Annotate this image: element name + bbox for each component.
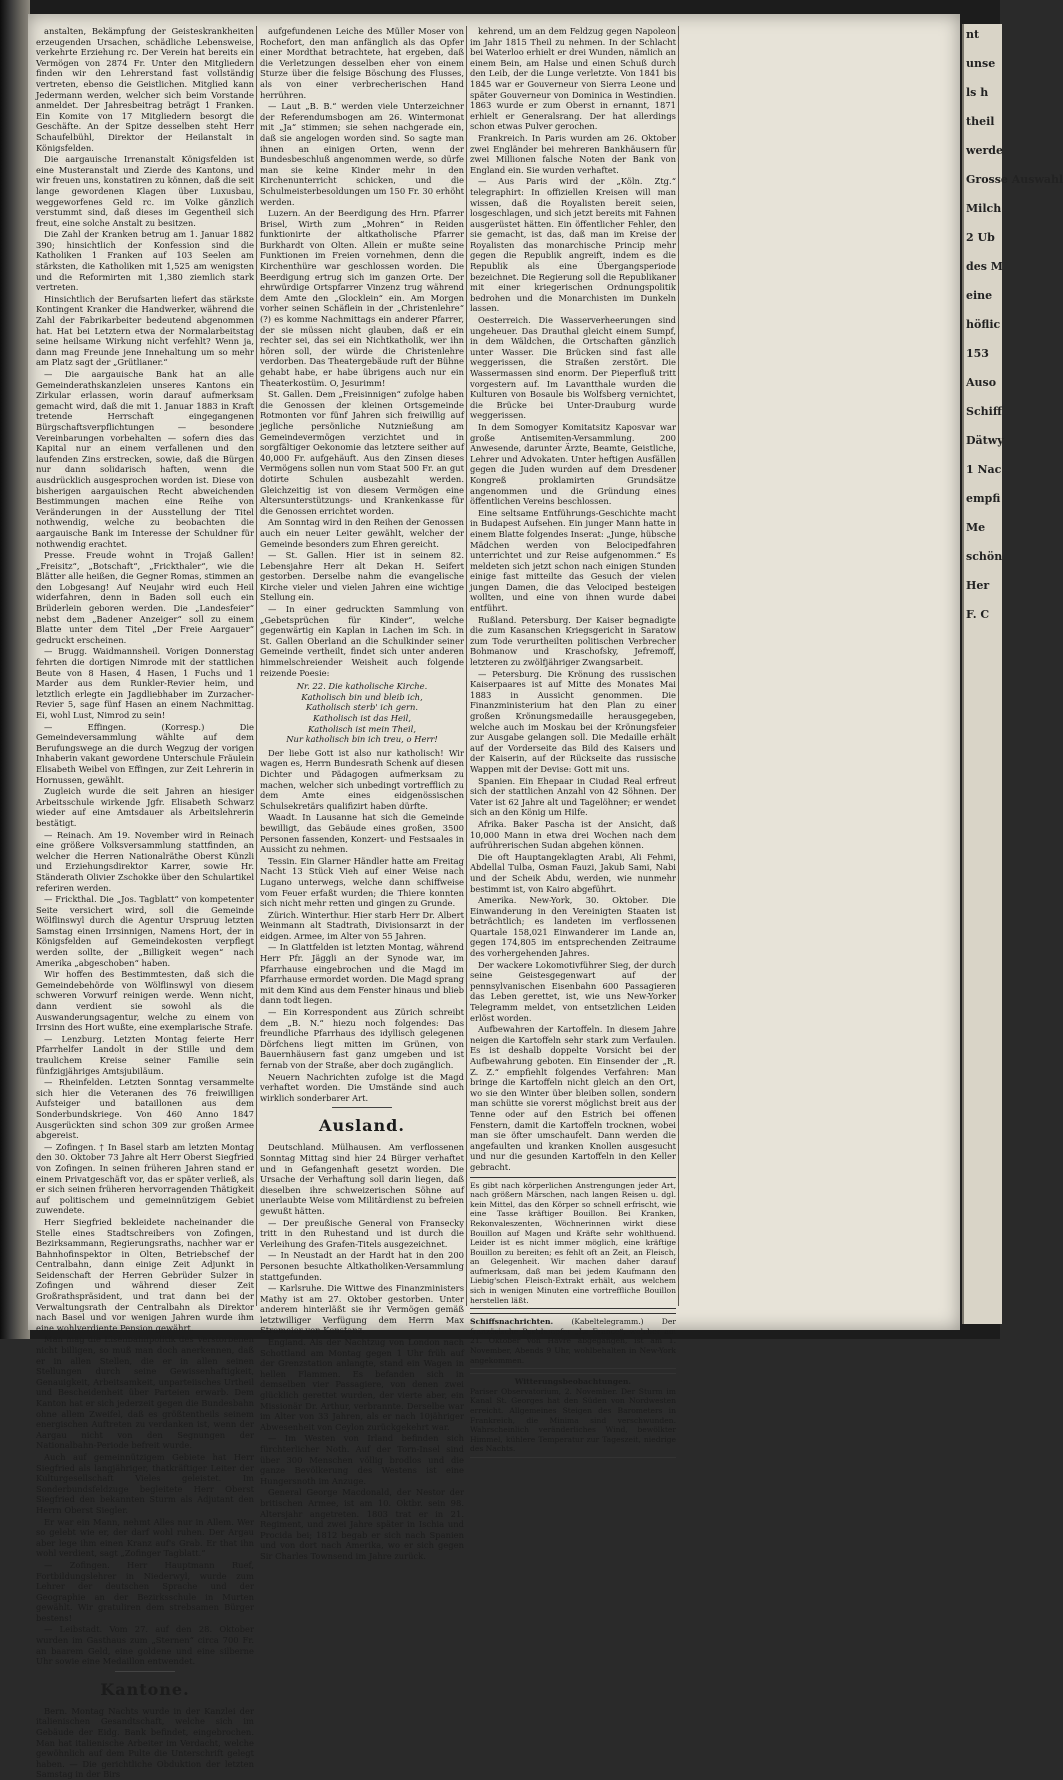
- notice-text: Es gibt nach körperlichen Anstrengungen jeder Art, nach größern Märschen, nach langen Reisen u. dgl. kein Mittel, das den Körper so schnell erfrischt, wie eine Tasse kräftiger Bouillon. Bei Kranken, Rekonvaleszenten, Wöchnerinnen wirkt diese Bouillon auf Magen und Kräfte sehr wohlthuend. Leider ist es nicht immer möglich, eine kräftige Bouillon zu bereiten; es fehlt oft an Zeit, an Fleisch, an Gelegenheit. Wir machen daher darauf aufmerksam, daß man bei jedem Kaufmann den Liebig'schen Fleisch-Extrakt erhält, aus welchem sich in wenigen Minuten eine vortreffliche Bouillon herstellen läßt.: [470, 1180, 676, 1305]
- article-paragraph: Man mag die Eisenbahnpolitik des Verstorbenen nicht billigen, so muß man doch anerkennen, daß er in allen Stellen, die er in allen seinen Stellungen durch seine Gewissenhaftigkeit, Genauigkeit, Arbeitsamkeit, unparteiisches Urtheil und Bescheidenheit über Parteien erwarb. Dem Kanton hat er sich jederzeit gegen die Bundesbahn ohne allem Zweifel, daß es größtentheils seinem energischen Auftreten zu verdanken ist, wenn der Aargau nicht von den Segnungen der Nationalbahn-Periode befreit wurde.: [36, 1334, 254, 1451]
- article-paragraph: — Der preußische General von Fransecky tritt in den Ruhestand und ist durch die Verleihung des Grafen-Titels ausgezeichnet.: [260, 1217, 464, 1249]
- article-paragraph: Frankreich. In Paris wurden am 26. Oktober zwei Engländer bei mehreren Bankhäusern für zwei Millionen falsche Noten der Bank von England ein. Sie wurden verhaftet.: [470, 132, 676, 175]
- facing-page-fragment: schön: [966, 550, 1003, 563]
- article-paragraph: Presse. Freude wohnt in Trojaß Gallen! „Freisitz“, „Botschaft“, „Frickthaler“, wie die Blätter alle heißen, die Gegner Romas, stimmen an den Lobgesang! Auf Neujahr wird euch Heil widerfahren, denn in Baden soll euch ein Brüderlein geboren werden. Die „Landesfeier“ nebst dem „Badener Anzeiger“ soll zu einem Blatte unter dem Titel „Der Freie Aargauer“ gedruckt erscheinen.: [36, 550, 254, 645]
- weather-report-title: Witterungsbeobachtungen.: [514, 1377, 632, 1387]
- facing-page-fragment: Dätwy: [966, 434, 1004, 447]
- article-paragraph: Er war ein Mann, nehmt Alles nur in Allem. Wer so gelebt wie er, der darf wohl ruhen. Der Argau aber lege ihm einen Kranz auf's Grab. Er that ihn wohl verdient, sagt „Zofinger Tagblatt.“: [36, 1516, 254, 1559]
- article-paragraph: Afrika. Baker Pascha ist der Ansicht, daß 10,000 Mann in etwa drei Wochen nach dem aufrührerischen Sudan abgehen können.: [470, 818, 676, 851]
- section-divider: [115, 1671, 175, 1672]
- facing-page-fragment: 2 Ub: [966, 231, 995, 244]
- article-paragraph: — Ein Korrespondent aus Zürich schreibt dem „B. N.“ hiezu noch folgendes: Das freundliche Pfarrhaus des idyllisch gelegenen Dörfchens liegt mitten im Grünen, von Bauernhäusern fast ganz umgeben und ist fernab von der Straße, aber doch zugänglich.: [260, 1007, 464, 1070]
- article-paragraph: Rußland. Petersburg. Der Kaiser begnadigte die zum Kasanschen Kriegsgericht in Saratow zum Tode verurtheilten politischen Verbrecher Bohmanow und Kraschofsky, Jefremoff, letzteren zu zwölfjähriger Zwangsarbeit.: [470, 614, 676, 668]
- article-paragraph: Die oft Hauptangeklagten Arabi, Ali Fehmi, Abdellal Tulba, Osman Fauzi, Jakub Sami, Nabi und der Scheik Abdu, werden, wie nunmehr bestimmt ist, von Kairo abgeführt.: [470, 851, 676, 894]
- weather-report: [470, 1373, 676, 1458]
- facing-page-fragment: ls h: [966, 86, 989, 99]
- article-paragraph: — Karlsruhe. Die Wittwe des Finanzministers Mathy ist am 27. Oktober gestorben. Unter anderem hinterläßt sie ihr Vermögen gemäß letztwilliger Verfügung dem Herrn Max Stromeier von Konstanz.: [260, 1283, 464, 1336]
- article-paragraph: — Laut „B. B.“ werden viele Unterzeichner der Referendumsbogen am 26. Wintermonat mit „Ja“ stimmen; sie sehen nachgerade ein, daß sie angelogen worden sind. So sagte man ihnen an einigen Orten, wenn der Bundesbeschluß angenommen werde, so dürfe man sie keine Kinder mehr in den Kirchenunterricht schicken, und die Schulmeisterbesoldungen um 150 Fr. 30 erhöht werden.: [260, 101, 464, 207]
- facing-page-edge: [962, 24, 1063, 1324]
- article-paragraph: — Rheinfelden. Letzten Sonntag versammelte sich hier die Veteranen des 76 freiwilligen Aufsteiger und bataillonen aus dem Sonderbundskriege. Von 460 Anno 1847 Ausgerückten sind schon 309 zur großen Armee abgereist.: [36, 1077, 254, 1141]
- poem-line: Katholisch bin und bleib ich,: [301, 691, 423, 702]
- section-heading-ausland: Ausland.: [319, 1116, 405, 1136]
- article-paragraph: Waadt. In Lausanne hat sich die Gemeinde bewilligt, das Gebäude eines großen, 3500 Personen fassenden, Konzert- und Festsaales in Aussicht zu nehmen.: [260, 812, 464, 855]
- article-paragraph: — In Neustadt an der Hardt hat in den 200 Personen besuchte Altkatholiken-Versammlung stattgefunden.: [260, 1250, 464, 1282]
- column-rule: [466, 26, 467, 1306]
- facing-page-fragment: werde: [966, 144, 1003, 157]
- article-paragraph: Herr Siegfried bekleidete nacheinander die Stelle eines Stadtschreibers von Zofingen, Bezirksammann, Regierungsraths, nachher war er Bahnhofinspektor in Olten, Betriebschef der Centralbahn, dann einige Zeit Adjunkt in Seidenschaft der Herren Gebrüder Sulzer in Zofingen und während dieser Zeit Großrathspräsident, und trat dann bei der Verwaltungsrath der Centralbahn als Direktor nach Basel und vor wenigen Jahren wurde ihm eine wohlverdiente Pension gewährt.: [36, 1216, 254, 1333]
- article-paragraph: General George Macdonald, der Nestor der britischen Armee, ist am 10. Oktbr. sein 98. Altersjahr angetreten. 1803 trat er in 21. Regiment, und zwei Jahre später in Ischia und Procida bei; 1812 begab er sich nach Spanien und von dort nach Amerika, wo er sich gegen Sir Charles Townsend im Jahre zurück.: [260, 1487, 464, 1561]
- article-paragraph: — Frickthal. Die „Jos. Tagblatt“ von kompetenter Seite versichert wird, soll die Gemeinde Wölflinswyl durch die Agentur Urspruug letzten Samstag einen Irrsinnigen, Namens Hort, der in Königsfelden auf Gemeindekosten verpflegt werden sollte, der „Billigkeit wegen“ nach Amerika „abgeschoben“ haben.: [36, 894, 254, 968]
- weather-report-text: Pariser Observatorium, 2. November. Der Sturm im Kanal St. Georges hat den Süden von Nordwesten erreicht. Allgemeines Steigen des Barometers in Frankreich, die Minima sind verschwunden. Wahrscheinlich veränderliches Wind, bewölkter Himmel, kühlere Temperatur zur Tageszeit, niedrige des Nachts.: [470, 1386, 676, 1454]
- article-paragraph: Tessin. Ein Glarner Händler hatte am Freitag Nacht 13 Stück Vieh auf einer Weise nach Lugano unterwegs, welche dann schiffweise vom Feuer erfaßt wurden; die Thiere konnten sich nicht mehr retten und gingen zu Grunde.: [260, 855, 464, 909]
- article-paragraph: Der wackere Lokomotivführer Sieg, der durch seine Geistesgegenwart auf der pennsylvanischen Eisenbahn 600 Passagieren das Leben gerettet, ist, wie uns New-Yorker Telegramm meldet, von entsetzlichen Leiden erlöst worden.: [470, 959, 676, 1023]
- facing-page-fragment: Milch: [966, 202, 1002, 215]
- newspaper-page: [28, 14, 960, 1780]
- article-paragraph: — Im Westen von Irland befinden sich fürchterlicher Noth. Auf der Torn-Insel sind über 300 Menschen völlig brodlos und die ganze Bevölkerung des Westens ist eine Hungersnoth im Anzuge.: [260, 1433, 464, 1486]
- article-paragraph: Aufbewahren der Kartoffeln. In diesem Jahre neigen die Kartoffeln sehr stark zum Verfaulen. Es ist deshalb doppelte Vorsicht bei der Aufbewahrung geboten. Ein Einsender der „R. Z. Z.“ empfiehlt folgendes Verfahren: Man bringe die Kartoffeln nicht gleich an den Ort, wo sie den Winter über bleiben sollen, sondern man schütte sie vorerst möglichst breit aus der Tenne oder auf den Estrich bei offenen Fenstern, damit die Kartoffeln trocknen, wobei man sie öfter umschaufelt. Dann werden die angefaulten und kranken Knollen ausgesucht und nur die gesunden Kartoffeln in den Keller gebracht.: [470, 1024, 676, 1172]
- poem-line: Katholisch sterb' ich gern.: [305, 702, 419, 713]
- article-paragraph: aufgefundenen Leiche des Müller Moser von Rochefort, den man anfänglich als das Opfer einer Mordthat betrachtete, hat ergeben, daß die Verletzungen desselben eher von einem Sturze über die felsige Böschung des Flusses, als von einer verbrecherischen Hand herrühren.: [260, 26, 464, 100]
- article-paragraph: Die aargauische Irrenanstalt Königsfelden ist eine Musteranstalt und Zierde des Kantons, und wir freuen uns, konstatiren zu können, daß die seit lange gewordenen Klagen über Luxusbau, weggeworfenes Geld rc. im Volke gänzlich verstummt sind, daß dieses im Gegentheil sich freut, eine solche Anstalt zu besitzen.: [36, 154, 254, 228]
- article-paragraph: anstalten, Bekämpfung der Geisteskrankheiten erzeugenden Ursachen, schädliche Lebensweise, verkehrte Erziehung rc. Der Verein hat bereits ein Vermögen von 2874 Fr. Unter den Mitgliedern finden wir den Lehrerstand fast vollständig vertreten, ebenso die Geistlichen. Mitglied kann Jedermann werden, welcher sich beim Vorstande anmeldet. Der Jahresbeitrag beträgt 1 Franken. Ein Komite von 17 Mitgliedern besorgt die Geschäfte. An der Spitze desselben steht Herr Schaufelbühl, Direktor der Heilanstalt in Königsfelden.: [36, 26, 254, 153]
- article-paragraph: Die Zahl der Kranken betrug am 1. Januar 1882 390; hinsichtlich der Konfession sind die Katholiken 1 Franken auf 103 Seelen am stärksten, die Katholiken mit 1,525 am wenigsten und die Reformirten mit 1,380 ziemlich stark vertreten.: [36, 229, 254, 293]
- facing-page-fragment: des M: [966, 260, 1003, 273]
- article-paragraph: — St. Gallen. Hier ist in seinem 82. Lebensjahre Herr alt Dekan H. Seifert gestorben. Derselbe nahm die evangelische Kirche vieler und vielen Jahren eine wichtige Stellung ein.: [260, 550, 464, 603]
- article-paragraph: — Reinach. Am 19. November wird in Reinach eine größere Volksversammlung stattfinden, an welcher die Herren Nationalräthe Oberst Künzli und Erziehungsdirektor Karrer, sowie Hr. Ständerath Olivier Zschokke über den Schulartikel referiren werden.: [36, 829, 254, 893]
- article-paragraph: In dem Somogyer Komitatsitz Kaposvar war große Antisemiten-Versammlung. 200 Anwesende, darunter Ärzte, Beamte, Geistliche, Lehrer und Advokaten. Unter heftigen Ausfällen gegen die Juden wurden auf dem Dresdener Kongreß proklamirten Grundsätze angenommen und die Gründung eines öffentlichen Vereins beschlossen.: [470, 421, 676, 507]
- article-paragraph: — In einer gedruckten Sammlung von „Gebetsprüchen für Kinder“, welche gegenwärtig ein Kaplan in Lachen im Sch. in St. Gallen Oberland an die Schulkinder seiner Gemeinde vertheilt, findet sich unter anderen himmelschreiender Weisheit auch folgende reizende Poesie:: [260, 604, 464, 678]
- poem: [260, 681, 464, 745]
- facing-page-fragment: nt: [966, 28, 980, 41]
- facing-page-fragment: Auso: [966, 376, 997, 389]
- article-paragraph: — Leibstadt. Vom 27. auf den 28. Oktober wurden im Gasthaus zum „Sternen“ circa 700 Fr. an baarem Geld, eine goldene und eine silberne Uhr sowie eine Medaillon entwendet.: [36, 1624, 254, 1667]
- shipping-news-text: (Kabeltelegramm.) Der französische Postdampfer „La France“, welcher am 21. Oktober von Havre abgegangen, ist am 1. November, Abends 9 Uhr, wohlbehalten in New-York angekommen.: [470, 1317, 676, 1365]
- article-paragraph: Oesterreich. Die Wasserverheerungen sind ungeheuer. Das Drauthal gleicht einem Sumpf, in dem Wäldchen, die Ortschaften gänzlich unter Wasser. Die Brücken sind fast alle weggerissen, die Straßen zerstört. Die Wassermassen sind enorm. Der Pieperfluß tritt vorgestern auf. Im Lavantthale wurden die Kulturen von Bosaule bis Wolfsberg vernichtet, die Brücke bei Unter-Drauburg wurde weggerissen.: [470, 315, 676, 421]
- article-paragraph: Eine seltsame Entführungs-Geschichte macht in Budapest Aufsehen. Ein junger Mann hatte in einem Blatte folgendes Inserat: „Junge, hübsche Mädchen werden von Belocipedfahren unterrichtet und zur Reise aufgenommen.“ Es meldeten sich jetzt schon nach einigen Stunden einige fast mitteilte das Gesuch der vielen jungen Damen, die das Velociped besteigen wollten, und eine von ihnen wurde dabei entführt.: [470, 507, 676, 614]
- column-rule: [678, 26, 679, 1306]
- article-paragraph: — Aus Paris wird der „Köln. Ztg.“ telegraphirt: In offiziellen Kreisen will man wissen, daß die Royalisten bereit seien, losgeschlagen, und sich jetzt bereits mit Fahnen ausgerüstet hätten. Ein öffentlicher Fehler, den sie gemacht, ist das, daß man im Kreise der Royalisten das monarchische Princip mehr gegen die Republik angreift, indem es die Republik als eine Übergangsperiode bezeichnet. Die Regierung soll die Republikaner mit einer kriegerischen Ordnungspolitik bedrohen und die Monarchisten im Dunkeln lassen.: [470, 176, 676, 314]
- section-divider: [332, 1107, 392, 1108]
- article-paragraph: Auch auf gemeinnützigem Gebiete hat Herr Siegfried als langjähriger, thatkräftiger Leiter der Kulturgesellschaft Vieles geleistet. Im Sonderbundsfeldzuge begleitete Herr Oberst Siegfried den bekannten Sturm als Adjutant den Herrn Oberst Siegler.: [36, 1451, 254, 1515]
- article-paragraph: Der liebe Gott ist also nur katholisch! Wir wagen es, Herrn Bundesrath Schenk auf diesen Dichter und Pädagogen aufmerksam zu machen, welcher sich unbedingt vortrefflich zu dem Amte eines eidgenössischen Schulsekretärs qualifizirt haben dürfte.: [260, 747, 464, 811]
- facing-page-fragment: Me: [966, 521, 986, 534]
- facing-page-fragment: empfi: [966, 492, 1001, 505]
- facing-page-fragment: unse: [966, 57, 996, 70]
- article-paragraph: Amerika. New-York, 30. Oktober. Die Einwanderung in den Vereinigten Staaten ist beträchtlich; es landeten im verflossenen Quartale 158,021 Einwanderer im Lande an, gegen 174,805 im entsprechenden Zeitraume des vorhergehenden Jahres.: [470, 895, 676, 959]
- poem-title: Nr. 22. Die katholische Kirche.: [296, 681, 428, 692]
- book-gutter: [0, 0, 30, 1339]
- poem-line: Katholisch ist das Heil,: [312, 713, 412, 723]
- article-paragraph: Am Sonntag wird in den Reihen der Genossen auch ein neuer Leiter gewählt, welcher der Gemeinde besonders zum Ehren gereicht.: [260, 517, 464, 549]
- facing-page-fragment: Schiff: [966, 405, 1002, 418]
- article-paragraph: Zugleich wurde die seit Jahren an hiesiger Arbeitsschule wirkende Jgfr. Elisabeth Schwarz wieder auf eine Amtsdauer als Arbeitslehrerin bestätigt.: [36, 786, 254, 828]
- section-heading-kantone: Kantone.: [100, 1679, 190, 1699]
- article-paragraph: — Petersburg. Die Krönung des russischen Kaiserpaares ist auf Mitte des Monates Mai 1883 in Aussicht genommen. Die Finanzministerium hat den Plan zu einer großen Krönungsmedaille herausgegeben, welche auch im Moskau bei der Krönungsfeier zur Ausgabe gelangen soll. Die Medaille erhält auf der Vorderseite das Bild des Kaisers und der Kaiserin, auf der Rückseite das russische Wappen mit der Devise: Gott mit uns.: [470, 668, 676, 774]
- article-paragraph: — Die aargauische Bank hat an alle Gemeinderathskanzleien unseres Kantons ein Zirkular erlassen, worin darauf aufmerksam gemacht wird, daß die mit 1. Januar 1883 in Kraft tretende Herrschaft eingegangenen Bürgschaftsverpflichtungen — besondere Vereinbarungen vorbehalten — sofern dies das Kapital nur an einem verfallenen und den laufenden Zins erstrecken, sowie, daß die Bürgen nur dann solidarisch haften, wenn die ausdrücklich ausgesprochen worden ist. Diese von bisherigen aargauischen Recht abweichenden Bestimmungen machen eine Reihe von Veränderungen in der Ausstellung der Titel nothwendig, welche zu beobachten die aargauische Bank im Interesse der Schuldner für nothwendig erachtet.: [36, 369, 254, 549]
- shipping-news-title: Schiffsnachrichten.: [470, 1317, 554, 1327]
- article-paragraph: Hinsichtlich der Berufsarten liefert das stärkste Kontingent Kranker die Handwerker, während die Zahl der Fabrikarbeiter bedeutend abgenommen hat. Hat bei Letztern etwa der Normalarbeitstag seine heilsame Wirkung nicht verfehlt? Wenn ja, dann mag Freunde jene Innehaltung um so mehr am Platz sagt der „Grütlianer.“: [36, 293, 254, 368]
- article-paragraph: — Lenzburg. Letzten Montag feierte Herr Pfarrhelfer Landolt in der Stille und dem traulichem Kreise seiner Familie sein fünfzigjähriges Amtsjubiläum.: [36, 1033, 254, 1076]
- article-paragraph: — Zofingen. † In Basel starb am letzten Montag den 30. Oktober 73 Jahre alt Herr Oberst Siegfried von Zofingen. In seinen früheren Jahren stand er einem Privatgeschäft vor, das er später verließ, als er sich seinen früheren hervorragenden Thätigkeit auf politischem und gemeinnützigem Gebiet zuwendete.: [36, 1141, 254, 1216]
- article-paragraph: kehrend, um an dem Feldzug gegen Napoleon im Jahr 1815 Theil zu nehmen. In der Schlacht bei Waterloo erhielt er drei Wunden, nämlich an einem Bein, am Halse und einen Schuß durch den Leib, der die Lunge verletzte. Von 1841 bis 1845 war er Gouverneur von Sierra Leone und später Gouverneur von Dominica in Westindien. 1863 wurde er zum Oberst in ernannt, 1871 erhielt er Generalsrang. Der hat allerdings schon etwas Pulver gerochen.: [470, 26, 676, 132]
- article-paragraph: Zürich. Winterthur. Hier starb Herr Dr. Albert Weinmann alt Stadtrath, Divisionsarzt in der eidgen. Armee, im Alter von 55 Jahren.: [260, 909, 464, 941]
- advertisement-notice: [470, 1177, 676, 1310]
- article-paragraph: Neuern Nachrichten zufolge ist die Magd verhaftet worden. Die Umstände sind auch wirklich sonderbarer Art.: [260, 1071, 464, 1103]
- facing-page-fragment: theil: [966, 115, 995, 128]
- article-paragraph: Wir hoffen des Bestimmtesten, daß sich die Gemeindebehörde von Wölflinswyl von diesem schweren Vorwurf reinigen werde. Wenn nicht, dann verdient sie sowohl als die Auswanderungsagentur, welche zu einem von Irrsinn des Hort wußte, eine exemplarische Strafe.: [36, 969, 254, 1033]
- facing-page-fragment: höflic: [966, 318, 1001, 331]
- article-paragraph: Luzern. An der Beerdigung des Hrn. Pfarrer Brisel, Wirth zum „Mohren“ in Reiden funktionirte der altkatholische Pfarrer Burkhardt von Olten. Allein er mußte seine Funktionen im Freien vornehmen, denn die Kirchenthüre war geschlossen worden. Die Beerdigung ertrug sich im ganzen Orte. Der ehrwürdige Ortspfarrer Vinzenz trug während dem Amte den „Glocklein“ ein. Am Morgen vorher seinen Schäflein in der „Christenlehre“ (?) es komme Nachmittags ein anderer Pfarrer, der sie müssen nicht glauben, daß er ein rechter sei, das sei ein Nichtkatholik, wer ihn hören soll, der würde die Christenlehre verdorben. Das Theatergebäude ruft der Bühne gehabt habe, er habe übrigens auch nur ein Theaterkostüm. O, Jesurimm!: [260, 208, 464, 388]
- article-paragraph: England. Als der Nachtzug von London nach Schottland am Montag gegen 1 Uhr früh auf der Grenzstation anlangte, stand ein Wagen in hellen Flammen. Es befanden sich in demselben vier Passagiere, von denen zwei glücklich gerettet wurden, der vierte aber, ein Missionär Dr. Arthur, verbrannte. Derselbe war im Alter von 33 Jahren, als er nach 10jähriger Abwesenheit von Ceylon zurückgekehrt war.: [260, 1337, 464, 1432]
- facing-page-fragment: eine: [966, 289, 993, 302]
- poem-line: Katholisch ist mein Theil,: [307, 723, 417, 734]
- shipping-news: [470, 1313, 676, 1369]
- facing-page-fragment: Grosse Auswahl: [966, 173, 1063, 186]
- facing-page-fragment: F. C: [966, 608, 990, 621]
- article-paragraph: Bern. Montag Nachts wurde in der Kanzlei der italienischen Gesandtschaft, welche sich im Gebäude der Eidg. Bank befindet, eingebrochen. Man hat italienische Arbeiter im Verdacht, welche gewöhnlich auf dem Pulte die Unterschrift gelegt haben. — Die gerichtliche Obduktion der letzten Samstag in der Birs: [36, 1705, 254, 1780]
- column-1: [36, 26, 254, 1780]
- article-paragraph: Deutschland. Mülhausen. Am verflossenen Sonntag Mittag sind hier 24 Bürger verhaftet und in Gefangenhaft gesetzt worden. Die Ursache der Verhaftung soll darin liegen, daß dieselben ihre schweizerischen Söhne auf unerlaubte Weise vom Militärdienst zu befreien gewußt hätten.: [260, 1142, 464, 1216]
- article-paragraph: Spanien. Ein Ehepaar in Ciudad Real erfreut sich der stattlichen Anzahl von 42 Söhnen. Der Vater ist 62 Jahre alt und Tagelöhner; er wendet sich an den König um Hilfe.: [470, 775, 676, 818]
- column-2: [260, 26, 464, 1561]
- column-3: [470, 26, 676, 1454]
- column-rule: [256, 26, 257, 1306]
- article-paragraph: — In Glattfelden ist letzten Montag, während Herr Pfr. Jäggli an der Synode war, im Pfarrhause eingebrochen und die Magd im Pfarrhause ermordet worden. Die Magd sprang mit dem Kind aus dem Fenster hinaus und blieb dann todt liegen.: [260, 942, 464, 1006]
- article-paragraph: — Effingen. (Korresp.) Die Gemeindeversammlung wählte auf dem Berufungswege an die durch Wegzug der vorigen Inhaberin vakant gewordene Unterschule Fräulein Elisabeth Weibel von Effingen, zur Zeit Lehrerin in Hornussen, gewählt.: [36, 721, 254, 785]
- poem-line: Nur katholisch bin ich treu, o Herr!: [286, 734, 438, 745]
- facing-page-fragment: 153: [966, 347, 989, 360]
- article-paragraph: St. Gallen. Dem „Freisinnigen“ zufolge haben die Genossen der kleinen Ortsgemeinde Rotmonten vor fünf Jahren sich freiwillig auf jegliche persönliche Nutznießung am Gemeindevermögen verzichtet und in sorgfältiger Oekonomie das letztere seither auf 40,000 Fr. aufgehäuft. Aus den Zinsen dieses Vermögens sollen nun vom Staat 500 Fr. an gut dotirte Schulen ausbezahlt werden. Gleichzeitig ist von diesem Vermögen eine Altersunterstützungs- und Krankenkasse für die Genossen errichtet worden.: [260, 389, 464, 516]
- article-paragraph: — Brugg. Waidmannsheil. Vorigen Donnerstag fehrten die dortigen Nimrode mit der stattlichen Beute von 8 Hasen, 4 Hasen, 1 Fuchs und 1 Marder aus dem Runkler-Revier heim, und letztlich erlegte ein Jagdliebhaber im Zurzacher-Revier 5, sage fünf Hasen an einem Nachmittag. Ei, wohl Lust, Nimrod zu sein!: [36, 646, 254, 720]
- facing-page-fragment: Her: [966, 579, 990, 592]
- article-paragraph: — Zofingen. Herr Hauptmann Ruef, Fortbildungslehrer in Niederwyl, wurde zum Lehrer der deutschen Sprache und der Geographie an der Bezirksschule in Murten gewählt. Wir gratuliren dem strebsamen Bürger bestens!: [36, 1559, 254, 1623]
- facing-page-fragment: 1 Nac: [966, 463, 1002, 476]
